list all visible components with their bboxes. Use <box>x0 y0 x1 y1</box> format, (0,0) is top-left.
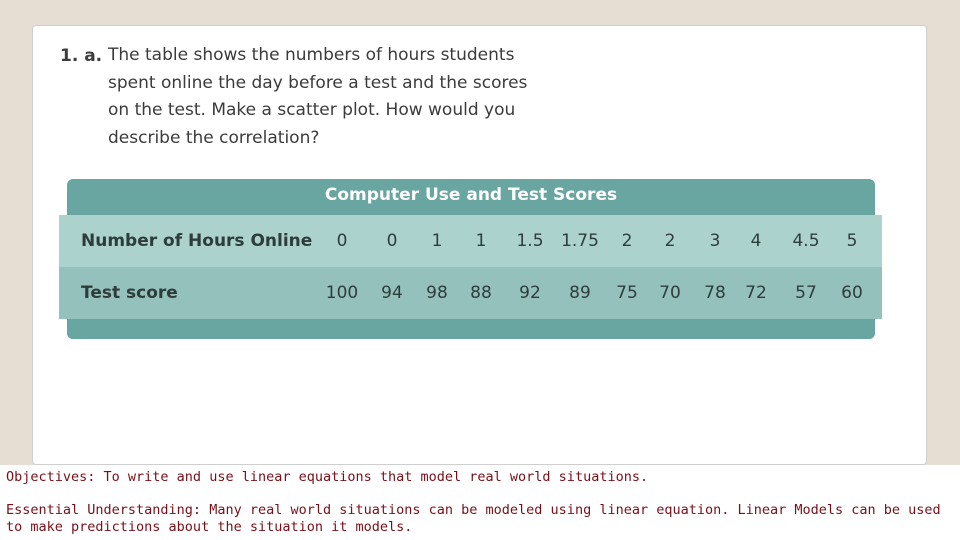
table-row-scores <box>59 267 882 319</box>
table-cell: 3 <box>709 231 721 251</box>
table-bottom-band <box>67 319 875 339</box>
problem-line: The table shows the numbers of hours students <box>108 45 515 65</box>
table-cell: 0 <box>336 231 348 251</box>
objectives-text: Objectives: To write and use linear equations that model real world situations. <box>6 469 649 485</box>
table-cell: 78 <box>704 283 726 303</box>
footer-notes <box>0 465 960 540</box>
table-cell: 4 <box>750 231 762 251</box>
essential-understanding-text: Essential Understanding: Many real world situations can be modeled using linear equation. Linear Models can be used to make predictions about the situation it models. <box>6 502 941 535</box>
table-cell: 0 <box>386 231 398 251</box>
data-table <box>67 179 875 339</box>
table-cell: 60 <box>841 283 863 303</box>
table-title: Computer Use and Test Scores <box>324 185 618 205</box>
table-cell: 75 <box>616 283 638 303</box>
table-row-hours <box>59 215 882 267</box>
problem-text <box>108 42 568 152</box>
table-cell: 4.5 <box>792 231 820 251</box>
table-cell: 57 <box>795 283 817 303</box>
problem-number: 1. a. <box>60 46 103 66</box>
table-cell: 5 <box>846 231 858 251</box>
problem-line: on the test. Make a scatter plot. How would you <box>108 100 516 120</box>
problem-line: spent online the day before a test and the scores <box>108 72 528 93</box>
table-cell: 92 <box>519 283 541 303</box>
table-cell: 2 <box>664 231 676 251</box>
table-cell: 1 <box>431 231 443 251</box>
textbook-card <box>32 25 927 465</box>
table-cell: 94 <box>381 283 403 303</box>
row-label-scores: Test score <box>81 283 178 303</box>
table-cell: 98 <box>426 283 448 303</box>
row-label-hours: Number of Hours Online <box>81 231 313 251</box>
table-cell: 1.75 <box>561 231 599 251</box>
table-cell: 100 <box>325 283 359 303</box>
table-cell: 72 <box>745 283 767 303</box>
table-cell: 70 <box>659 283 681 303</box>
table-cell: 88 <box>470 283 492 303</box>
table-cell: 2 <box>621 231 633 251</box>
problem-line: describe the correlation? <box>108 127 320 148</box>
table-cell: 89 <box>569 283 591 303</box>
table-cell: 1.5 <box>516 231 544 251</box>
table-cell: 1 <box>475 231 487 251</box>
